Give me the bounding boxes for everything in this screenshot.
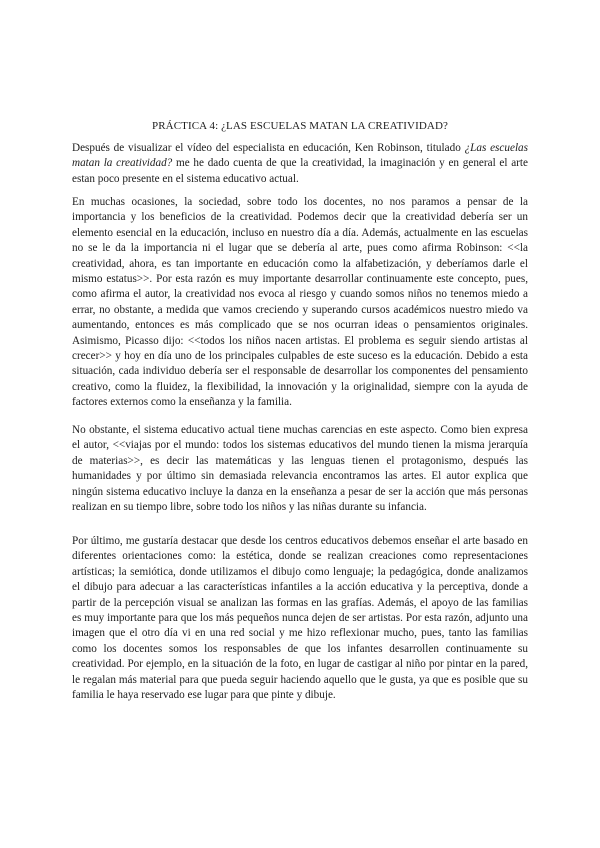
paragraph-intro-text-start: Después de visualizar el vídeo del especialista en educación, Ken Robinson, titulado bbox=[72, 142, 465, 154]
page-title: PRÁCTICA 4: ¿LAS ESCUELAS MATAN LA CREATIVIDAD? bbox=[152, 120, 448, 132]
video-title-italic: ¿Las escuelas matan la creatividad? bbox=[72, 142, 528, 170]
paragraph-intro bbox=[72, 141, 528, 187]
paragraph-conclusion: Por último, me gustaría destacar que desde los centros educativos debemos enseñar el arte basado en diferentes orientaciones como: la estética, donde se realizan creaciones como representaciones artísticas; la semiótica, donde utilizamos el dibujo como lenguaje; la pedagógica, donde analizamos el dibujo para adecuar a las características infantiles a la acción educativa y la perceptiva, donde a partir de la percepción visual se analizan las formas en las grafías. Además, el apoyo de las familias es muy importante para que los más pequeños nunca dejen de ser artistas. Por esta razón, adjunto una imagen que el otro día vi en una red social y me hizo reflexionar mucho, pues, tanto las familias como los docentes somos los responsables de que los infantes desarrollen continuamente su creatividad. Por ejemplo, en la situación de la foto, en lugar de castigar al niño por pintar en la pared, le regalan más material para que pueda seguir haciendo aquello que le gusta, ya que es posible que su familia le haya reservado ese lugar para que pinte y dibuje. bbox=[72, 535, 528, 702]
paragraph-intro-text-end: me he dado cuenta de que la creatividad, la imaginación y en general el arte estan poco presente en el sistema educativo actual. bbox=[72, 157, 528, 185]
paragraph-creativity-importance: En muchas ocasiones, la sociedad, sobre todo los docentes, no nos paramos a pensar de la importancia y los beneficios de la creatividad. Podemos decir que la creatividad debería ser un elemento esencial en la educación, incluso en nuestro día a día. Además, actualmente en las escuelas no se le da la importancia ni el lugar que se debería al arte, pues como afirma Robinson: <<la creatividad, ahora, es tan importante en educación como la alfabetización, y deberíamos darle el mismo estatus>>. Por esta razón es muy importante desarrollar continuamente este concepto, pues, como afirma el autor, la creatividad nos evoca al riesgo y cuando somos niños no tenemos miedo a errar, no obstante, a medida que vamos creciendo y superando cursos académicos nuestro miedo va aumentando, entonces es más complicado que se nos ocurran ideas o pensamientos originales. Asimismo, Picasso dijo: <<todos los niños nacen artistas. El problema es seguir siendo artistas al crecer>> y hoy en día uno de los principales culpables de este suceso es la educación. Debido a esta situación, cada individuo debería ser el responsable de desarrollar los componentes del pensamiento creativo, como la fluidez, la flexibilidad, la innovación y la originalidad, siempre con la ayuda de factores externos como la enseñanza y la familia. bbox=[72, 196, 528, 409]
paragraph-education-system: No obstante, el sistema educativo actual tiene muchas carencias en este aspecto. Como bien expresa el autor, <<viajas por el mundo: todos los sistemas educativos del mundo tienen la misma jerarquía de materias>>, es decir las matemáticas y las lenguas tienen el protagonismo, después las humanidades y por último sin demasiada relevancia encontramos las artes. El autor explica que ningún sistema educativo incluye la danza en la enseñanza a pesar de ser la acción que más personas realizan en su tiempo libre, sobre todo los niños y las niñas durante su infancia. bbox=[72, 424, 528, 514]
